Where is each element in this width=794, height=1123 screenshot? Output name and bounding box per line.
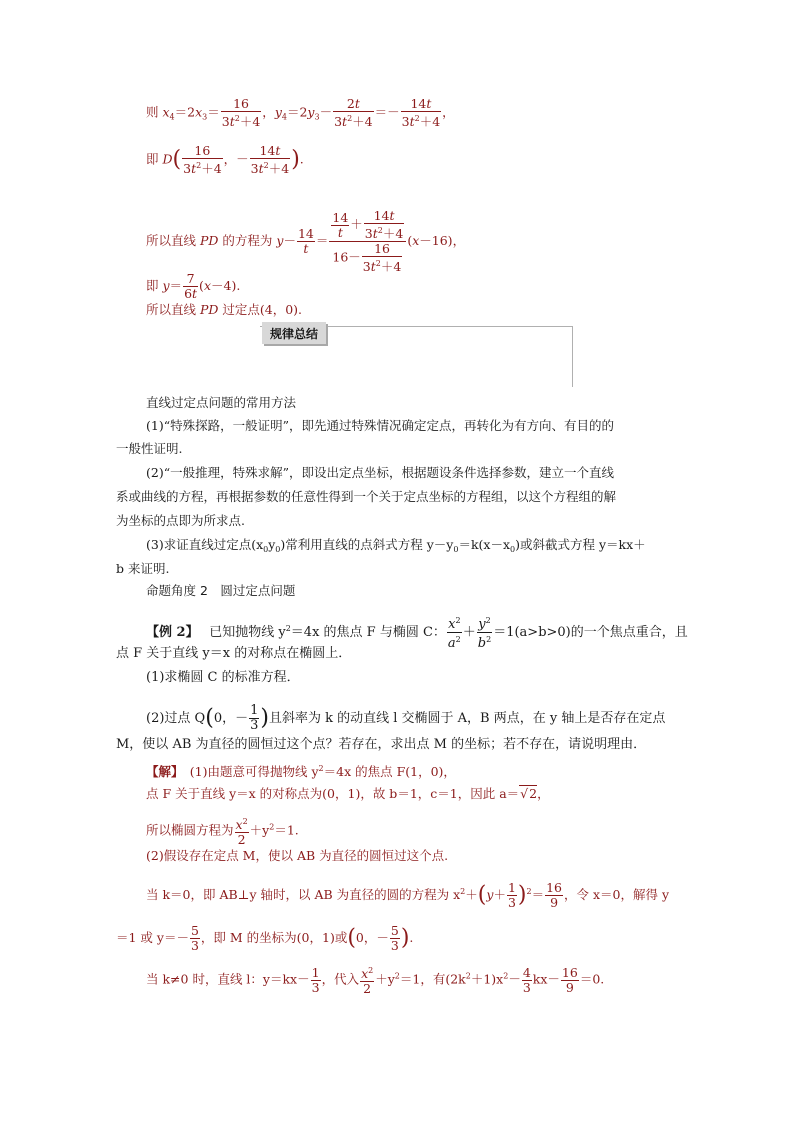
section-title: 命题角度 2 圆过定点问题 bbox=[146, 583, 296, 598]
formula-simplified: 即 y＝ $\frac{7}{6t}$ (x－4). bbox=[146, 271, 241, 301]
example2-line1-part1: 已知抛物线 y bbox=[209, 625, 286, 640]
summary-p3-part2: y bbox=[268, 537, 276, 552]
solution-s4: (2)假设存在定点 M，使以 AB 为直径的圆恒过这个点. bbox=[146, 848, 449, 863]
summary-p2a: (2)“一般推理，特殊求解”，即设出定点坐标，根据题设条件选择参数，建立一个直线 bbox=[146, 465, 614, 480]
summary-p3-part3: )常利用直线的点斜式方程 y－y bbox=[280, 537, 454, 552]
solution-s3: 所以椭圆方程为 $\frac{x^2}{2}$ $+y^2=1$. bbox=[146, 817, 299, 847]
summary-title: 直线过定点问题的常用方法 bbox=[146, 395, 297, 410]
solution-s7-part6: kx－ bbox=[532, 971, 560, 987]
solution-s7-part7: ＝0. bbox=[579, 971, 605, 987]
summary-p3-part1: (3)求证直线过定点(x bbox=[146, 537, 264, 552]
example2-q2-part1: (2)过点 Q bbox=[146, 711, 206, 726]
solution-s7-part4: ＝1，有(2k bbox=[399, 971, 466, 987]
conclusion-fixed-point: 所以直线 PD 过定点(4，0). bbox=[146, 302, 303, 317]
example2-line1-part2: ＝4x 的焦点 F 与椭圆 C： bbox=[290, 625, 446, 640]
summary-p3-part5: )或斜截式方程 y＝kx＋ bbox=[515, 537, 646, 552]
summary-p1b: 一般性证明. bbox=[116, 441, 183, 456]
solution-s3-part2: ＋y bbox=[249, 822, 270, 838]
solution-s1-part2: ＝4x 的焦点 F(1，0)， bbox=[323, 764, 456, 779]
solution-s7-part5: ＋1)x bbox=[470, 971, 504, 987]
example2-q2-part2: 且斜率为 k 的动直线 l 交椭圆于 A，B 两点，在 y 轴上是否存在定点 bbox=[268, 711, 666, 726]
example2-q1: (1)求椭圆 C 的标准方程． bbox=[146, 670, 300, 685]
solution-s5: 当 k＝0，即 AB⊥y 轴时，以 AB 为直径的圆的方程为 $x^2+(y+$ $\frac{1}{3}$ )$^2$＝ $\frac{16}{9}$ ，令 x＝0，解得 y bbox=[146, 880, 670, 910]
formula-line-pd: 所以直线 PD 的方程为 y－ $\frac{14}{t}$ ＝ $\frac{14}{t}$ ＋ $\frac{14t}{3t^2+4}$ 16－ $\frac{16}{3t^2+4}$ (x－16)， bbox=[146, 208, 466, 274]
summary-p2c: 为坐标的点即为所求点. bbox=[116, 513, 245, 528]
solution-s7: 当 k≠0 时，直线 l：y＝kx－ $\frac{1}{3}$ ，代入 $\frac{x^2}{2}$ $+y^2=1$，有$(2k^2+1)x^2-$ $\frac{4}{3}$ kx－ $\frac{16}{9}$ ＝0. bbox=[146, 964, 605, 996]
rule-summary-tag: 规律总结 bbox=[262, 322, 326, 344]
example2-tag: 【例 2】 bbox=[146, 625, 193, 640]
solution-s1: 【解】 (1)由题意可得抛物线 $y^2=4x$ 的焦点 F(1，0)， bbox=[146, 764, 456, 779]
summary-p3a: (3)求证直线过定点$(x_0y_0)$常利用直线的点斜式方程 $y-y_0=k(x-x_0)$或斜截式方程 y＝kx＋ bbox=[146, 537, 646, 554]
solution-s3-part1: 所以椭圆方程为 bbox=[146, 822, 234, 838]
example2-line2: 点 F 关于直线 y＝x 的对称点在椭圆上． bbox=[116, 646, 352, 661]
solution-s2-text: 点 F 关于直线 y＝x 的对称点为(0，1)，故 b＝1，c＝1，因此 a＝ bbox=[146, 786, 520, 801]
example2-q2a: (2)过点 Q(0，－ $\frac{1}{3}$ )且斜率为 k 的动直线 l 交椭圆于 A，B 两点，在 y 轴上是否存在定点 bbox=[146, 703, 666, 733]
example2-line1-part3: ＝1(a>b>0)的一个焦点重合，且 bbox=[493, 625, 688, 640]
solution-s2: 点 F 关于直线 y＝x 的对称点为(0，1)，故 b＝1，c＝1，因此 a＝√2， bbox=[146, 786, 550, 801]
solution-s5-part3: ，令 x＝0，解得 y bbox=[564, 887, 670, 902]
solution-s7-part3: ＋y bbox=[375, 971, 395, 987]
summary-p2b: 系或曲线的方程，再根据参数的任意性得到一个关于定点坐标的方程组，以这个方程组的解 bbox=[116, 489, 617, 504]
solution-s7-part2: ，代入 bbox=[321, 971, 360, 987]
formula-x4-y4: 则 $x_4=2x_3=$ $\frac{16}{3t^2+4}$ ，$y_4=2y_3-$ $\frac{2t}{3t^2+4}$ ＝－ $\frac{14t}{3t^2+4}$ ， bbox=[146, 96, 455, 129]
summary-p3b: b 来证明. bbox=[116, 561, 170, 576]
solution-s6-part2: ，即 M 的坐标为(0，1)或 bbox=[200, 930, 348, 945]
solution-tag: 【解】 bbox=[146, 764, 178, 779]
summary-p3-part4: ＝k(x－x bbox=[458, 537, 511, 552]
solution-s3-part3: ＝1. bbox=[274, 822, 299, 838]
solution-s6-part1: ＝1 或 y＝－ bbox=[116, 930, 189, 945]
solution-s1-part1: (1)由题意可得抛物线 y bbox=[189, 764, 319, 779]
solution-s7-part1: 当 k≠0 时，直线 l：y＝kx－ bbox=[146, 971, 310, 987]
example2-q2c: M，使以 AB 为直径的圆恒过这个点？若存在，求出点 M 的坐标；若不存在，请说明理由． bbox=[116, 737, 647, 752]
summary-p1a: (1)“特殊探路，一般证明”，即先通过特殊情况确定定点，再转化为有方向、有目的的 bbox=[146, 418, 614, 433]
formula-point-d: 即 D( $\frac{16}{3t^2+4}$ ，－ $\frac{14t}{3t^2+4}$ ). bbox=[146, 143, 304, 176]
solution-s6: ＝1 或 y＝－ $\frac{5}{3}$ ，即 M 的坐标为(0，1)或(0，－ $\frac{5}{3}$ ). bbox=[116, 923, 414, 953]
solution-s5-part1: 当 k＝0，即 AB⊥y 轴时，以 AB 为直径的圆的方程为 x bbox=[146, 887, 461, 902]
example2-line1: 【例 2】 已知抛物线 $y^2=4x$ 的焦点 F 与椭圆 C： $\frac{x^2}{a^2}$ ＋ $\frac{y^2}{b^2}$ ＝1(a>b>0)的一个焦点重合，且 bbox=[146, 616, 688, 651]
solution-s5-part2: ＝ bbox=[531, 887, 545, 902]
